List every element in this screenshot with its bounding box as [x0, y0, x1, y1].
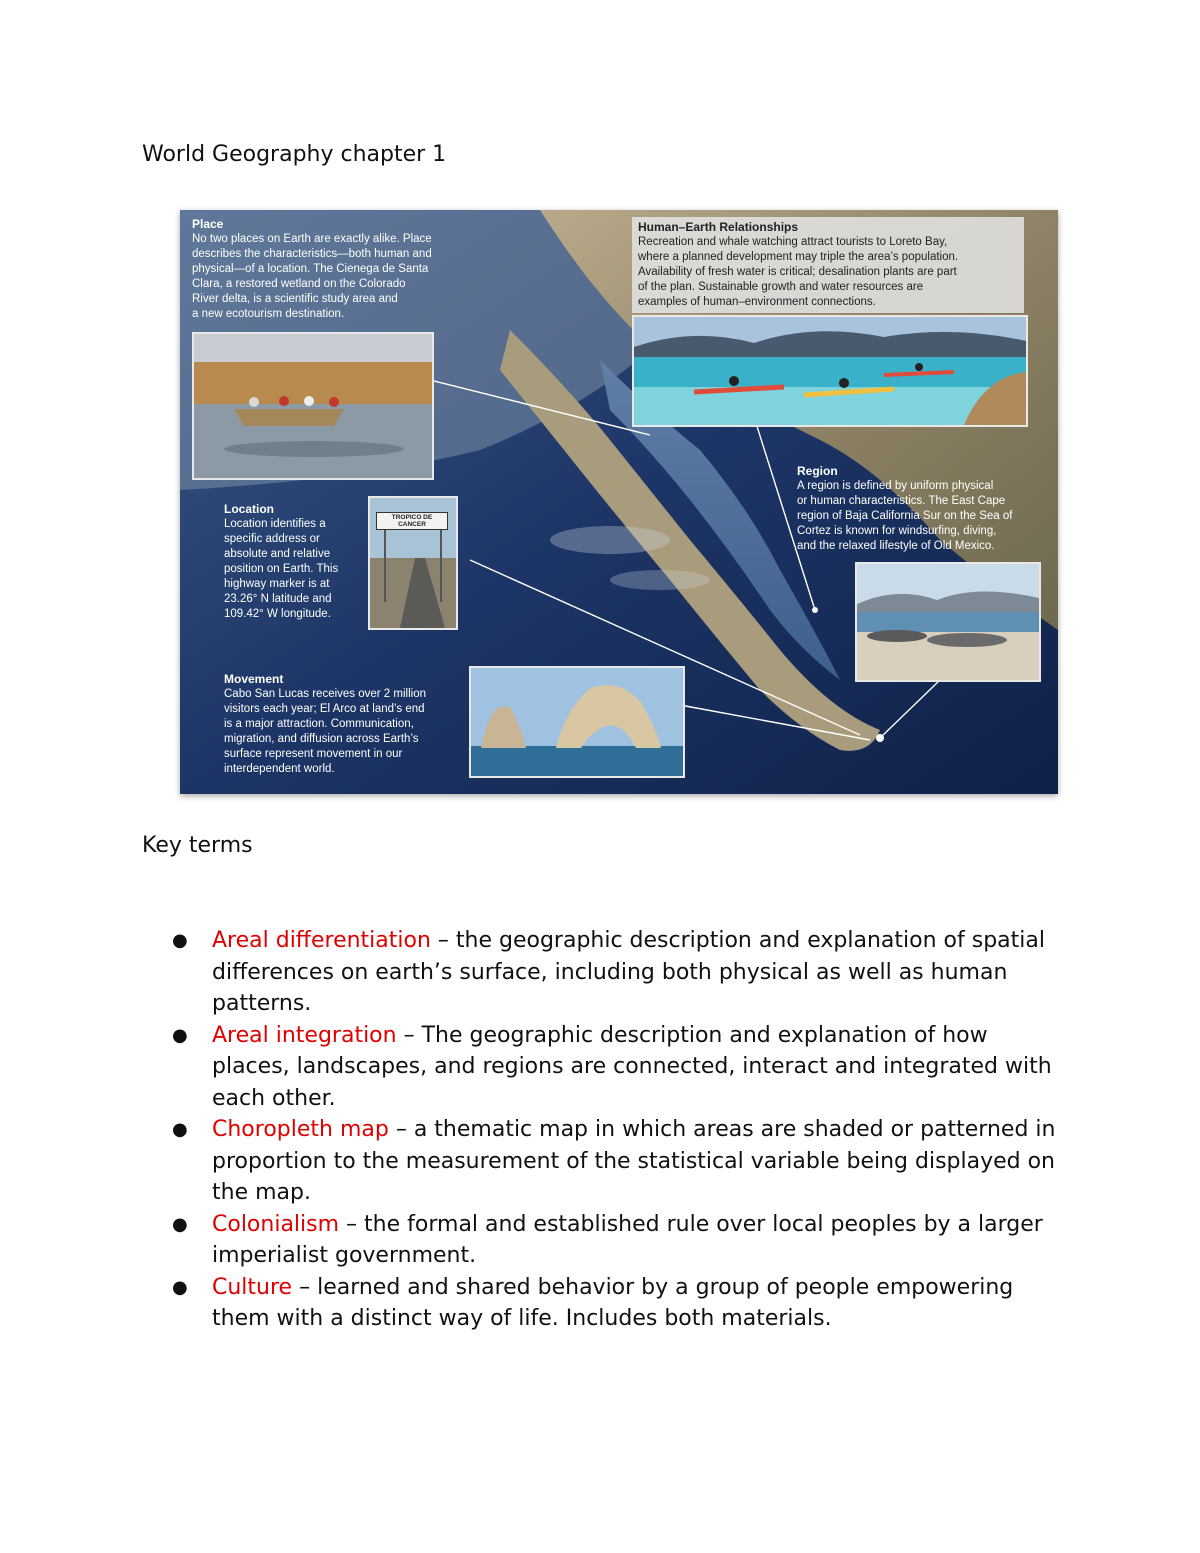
list-item: [172, 1114, 1072, 1209]
term-name: Culture: [212, 1274, 293, 1300]
movement-panel: [224, 672, 474, 777]
list-item: [172, 1209, 1072, 1272]
location-title: Location: [224, 502, 274, 516]
term-name: Areal differentiation: [212, 928, 431, 953]
place-title: Place: [192, 217, 224, 231]
list-item: [172, 1272, 1072, 1335]
region-text: A region is defined by uniform physical or human characteristics. The East Cape region of Baja California Sur on the Sea of Cortez is known for windsurfing, diving, and the relaxed lifestyle of Old Mexico.: [797, 480, 1013, 552]
human-earth-panel: [632, 217, 1024, 313]
term-name: Areal integration: [212, 1022, 397, 1048]
list-item: [172, 925, 1072, 1020]
region-title: Region: [797, 464, 838, 478]
bullet-icon: ●: [172, 1276, 188, 1298]
kayak-photo-image: [634, 317, 1026, 425]
el-arco-photo-image: [471, 668, 683, 776]
term-definition: – a thematic map in which areas are shaded or patterned in proportion to the measurement of the statistical variable being displayed on the map.: [212, 1117, 1056, 1205]
term-definition: – The geographic description and explanation of how places, landscapes, and regions are connected, interact and integrated with each other.: [212, 1022, 1052, 1111]
location-panel: [224, 502, 374, 622]
term-name: Colonialism: [212, 1211, 340, 1237]
geography-themes-figure: [180, 210, 1058, 794]
bullet-icon: ●: [172, 1119, 188, 1140]
bullet-icon: ●: [172, 930, 188, 951]
region-panel: [797, 464, 1057, 554]
east-cape-beach-photo: [855, 562, 1041, 682]
human-earth-text: Recreation and whale watching attract tourists to Loreto Bay, where a planned development may triple the area’s population. Availability of fresh water is critical; desalination plants are part of the plan. Sustainable growth and water resources are examples of human–environment connections.: [638, 236, 959, 308]
key-terms-list: [172, 925, 1072, 1335]
bullet-icon: ●: [172, 1213, 188, 1235]
tropic-of-cancer-marker-photo: [368, 496, 458, 630]
wetland-photo-image: [194, 334, 432, 478]
location-text: Location identifies a specific address or absolute and relative position on Earth. This highway marker is at 23.26° N latitude and 109.42° W longitude.: [224, 518, 339, 620]
beach-photo-image: [857, 564, 1039, 680]
movement-text: Cabo San Lucas receives over 2 million visitors each year; El Arco at land’s end is a major attraction. Communication, migration, and diffusion across Earth’s surface represent movement in our interdependent world.: [224, 688, 426, 775]
place-panel: [192, 217, 482, 322]
human-earth-title: Human–Earth Relationships: [638, 220, 799, 234]
place-text: No two places on Earth are exactly alike. Place describes the characteristics—both human and physical—of a location. The Cienega de Santa Clara, a restored wetland on the Colorado River delta, is a scientific study area and a new ecotourism destination.: [192, 233, 432, 320]
marker-sign: TROPICO DE CANCER: [376, 512, 448, 530]
el-arco-photo: [469, 666, 685, 778]
document-title: World Geography chapter 1: [142, 142, 447, 167]
key-terms-heading: Key terms: [142, 833, 253, 858]
term-definition: – learned and shared behavior by a group of people empowering them with a distinct way of life. Includes both materials.: [212, 1274, 1014, 1331]
kayak-photo: [632, 315, 1028, 427]
wetland-boat-photo: [192, 332, 434, 480]
bullet-icon: ●: [172, 1024, 188, 1046]
term-definition: – the geographic description and explanation of spatial differences on earth’s surface, including both physical as well as human patterns.: [212, 928, 1045, 1016]
list-item: [172, 1020, 1072, 1115]
term-definition: – the formal and established rule over local peoples by a larger imperialist government.: [212, 1211, 1043, 1268]
movement-title: Movement: [224, 672, 284, 686]
term-name: Choropleth map: [212, 1117, 389, 1142]
